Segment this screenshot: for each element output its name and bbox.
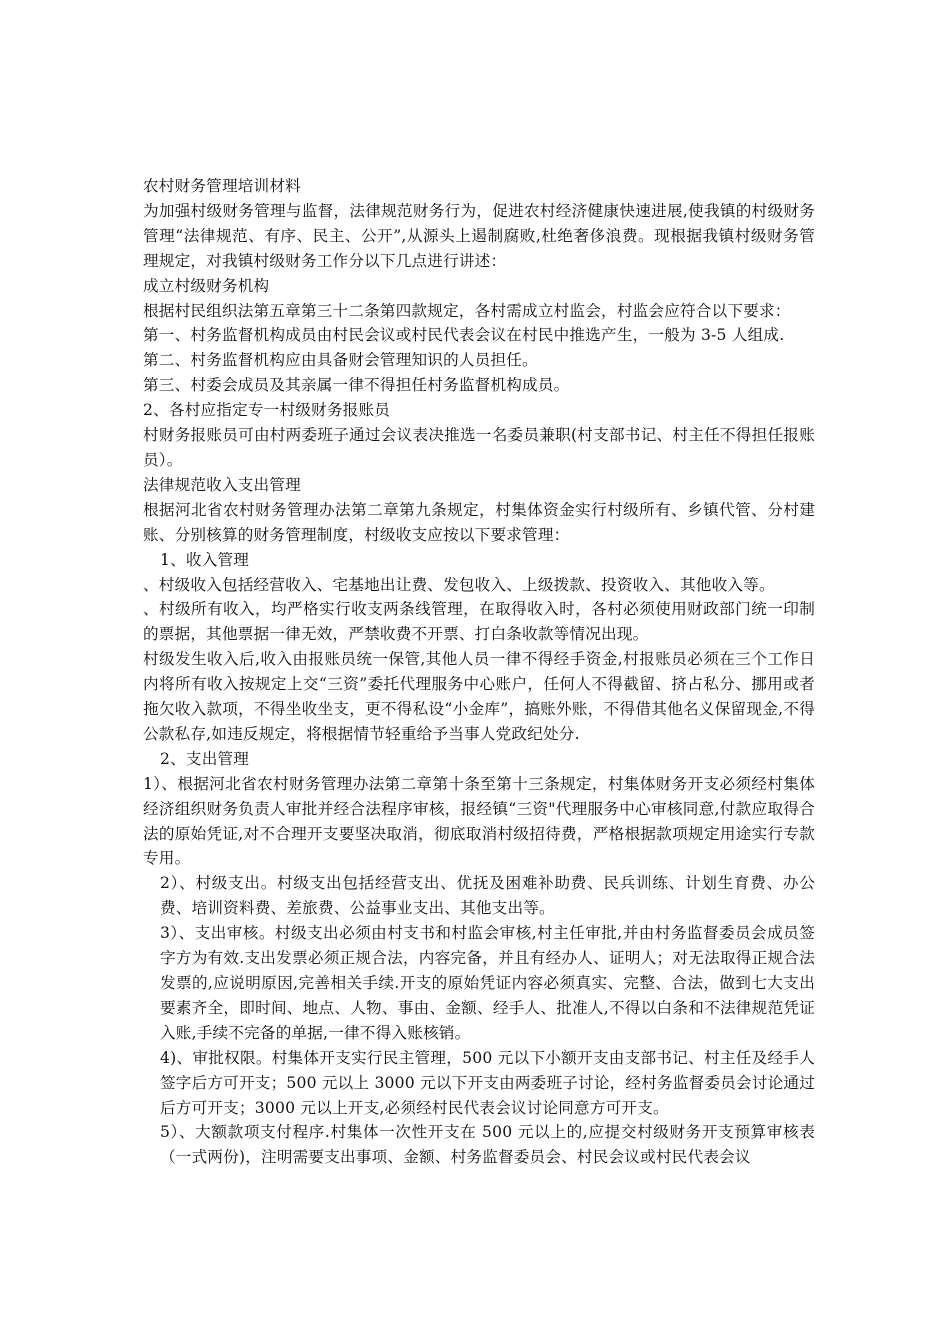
paragraph-bookkeeper: 村财务报账员可由村两委班子通过会议表决推选一名委员兼职(村支部书记、村主任不得担任报账员）。 — [143, 426, 815, 469]
paragraph-expense-3: 3）、支出审核。村级支出必须由村支书和村监会审核,村主任审批,并由村务监督委员会成员签字方为有效.支出发票必须正规合法，内容完备，并且有经办人、证明人；对无法取得正规合法发票的,应说明原因,完善相关手续.开支的原始凭证内容必须真实、完整、合法，做到七大支出要素齐全，即时间、地点、人物、事由、金额、经手人、批准人,不得以白条和不法律规范凭证入账,手续不完备的单据,一律不得入账核销。 — [160, 924, 815, 1042]
document-body — [143, 174, 815, 1170]
paragraph-item-first: 第一、村务监督机构成员由村民会议或村民代表会议在村民中推选产生，一般为 3-5 人组成. — [143, 326, 785, 345]
paragraph-expense-2: 2）、村级支出。村级支出包括经营支出、优抚及困难补助费、民兵训练、计划生育费、办公费、培训资料费、差旅费、公益事业支出、其他支出等。 — [160, 874, 815, 918]
section-heading-income-expense: 法律规范收入支出管理 — [143, 475, 301, 494]
paragraph-item-second: 第二、村务监督机构应由具备财会管理知识的人员担任。 — [143, 351, 538, 370]
paragraph-village-committee: 根据村民组织法第五章第三十二条第四款规定，各村需成立村监会，村监会应符合以下要求： — [143, 301, 791, 320]
paragraph-income-types: 、村级收入包括经营收入、宅基地出让费、发包收入、上级拨款、投资收入、其他收入等。 — [143, 575, 775, 594]
paragraph-income-custody: 村级发生收入后,收入由报账员统一保管,其他人员一律不得经手资金,村报账员必须在三个工作日内将所有收入按规定上交“三资”委托代理服务中心账户，任何人不得截留、挤占私分、挪用或者拖欠收入款项，不得坐收坐支，更不得私设“小金库”，搞账外账，不得借其他名义保留现金,不得公款私存,如违反规定，将根据情节轻重给予当事人党政纪处分. — [143, 650, 815, 743]
subheading-expense: 2、支出管理 — [160, 749, 250, 768]
subheading-income: 1、收入管理 — [160, 550, 250, 569]
intro-paragraph: 为加强村级财务管理与监督，法律规范财务行为，促进农村经济健康快速进展,使我镇的村级财务管理“法律规范、有序、民主、公开”,从源头上遏制腐败,杜绝奢侈浪费。现根据我镇村级财务管理规定，对我镇村级财务工作分以下几点进行讲述： — [143, 201, 815, 270]
paragraph-item-third: 第三、村委会成员及其亲属一律不得担任村务监督机构成员。 — [143, 376, 570, 395]
paragraph-expense-4: 4)、审批权限。村集体开支实行民主管理，500 元以下小额开支由支部书记、村主任及经手人签字后方可开支；500 元以上 3000 元以下开支由两委班子讨论，经村务监督委员会讨论通过后方可开支；3000 元以上开支,必须经村民代表会议讨论同意方可开支。 — [160, 1048, 815, 1117]
document-title: 农村财务管理培训材料 — [143, 177, 301, 195]
paragraph-expense-5: 5）、大额款项支付程序.村集体一次性开支在 500 元以上的,应提交村级财务开支预算审核表（一式两份)，注明需要支出事项、金额、村务监督委员会、村民会议或村民代表会议 — [160, 1123, 815, 1167]
paragraph-income-expense-rules: 根据河北省农村财务管理办法第二章第九条规定，村集体资金实行村级所有、乡镇代管、分村建账、分别核算的财务管理制度，村级收支应按以下要求管理： — [143, 500, 815, 544]
paragraph-expense-1: 1）、根据河北省农村财务管理办法第二章第十条至第十三条规定，村集体财务开支必须经村集体经济组织财务负责人审批并经合法程序审核，报经镇“三资"代理服务中心审核同意,付款应取得合法的原始凭证,对不合理开支要坚决取消，彻底取消村级招待费，严格根据款项规定用途实行专款专用。 — [143, 774, 815, 868]
section-heading-bookkeeper: 2、各村应指定专一村级财务报账员 — [143, 401, 391, 420]
paragraph-income-receipts: 、村级所有收入，均严格实行收支两条线管理，在取得收入时，各村必须使用财政部门统一印制的票据，其他票据一律无效，严禁收费不开票、打白条收款等情况出现。 — [143, 600, 815, 644]
section-heading-finance-org: 成立村级财务机构 — [143, 276, 270, 295]
